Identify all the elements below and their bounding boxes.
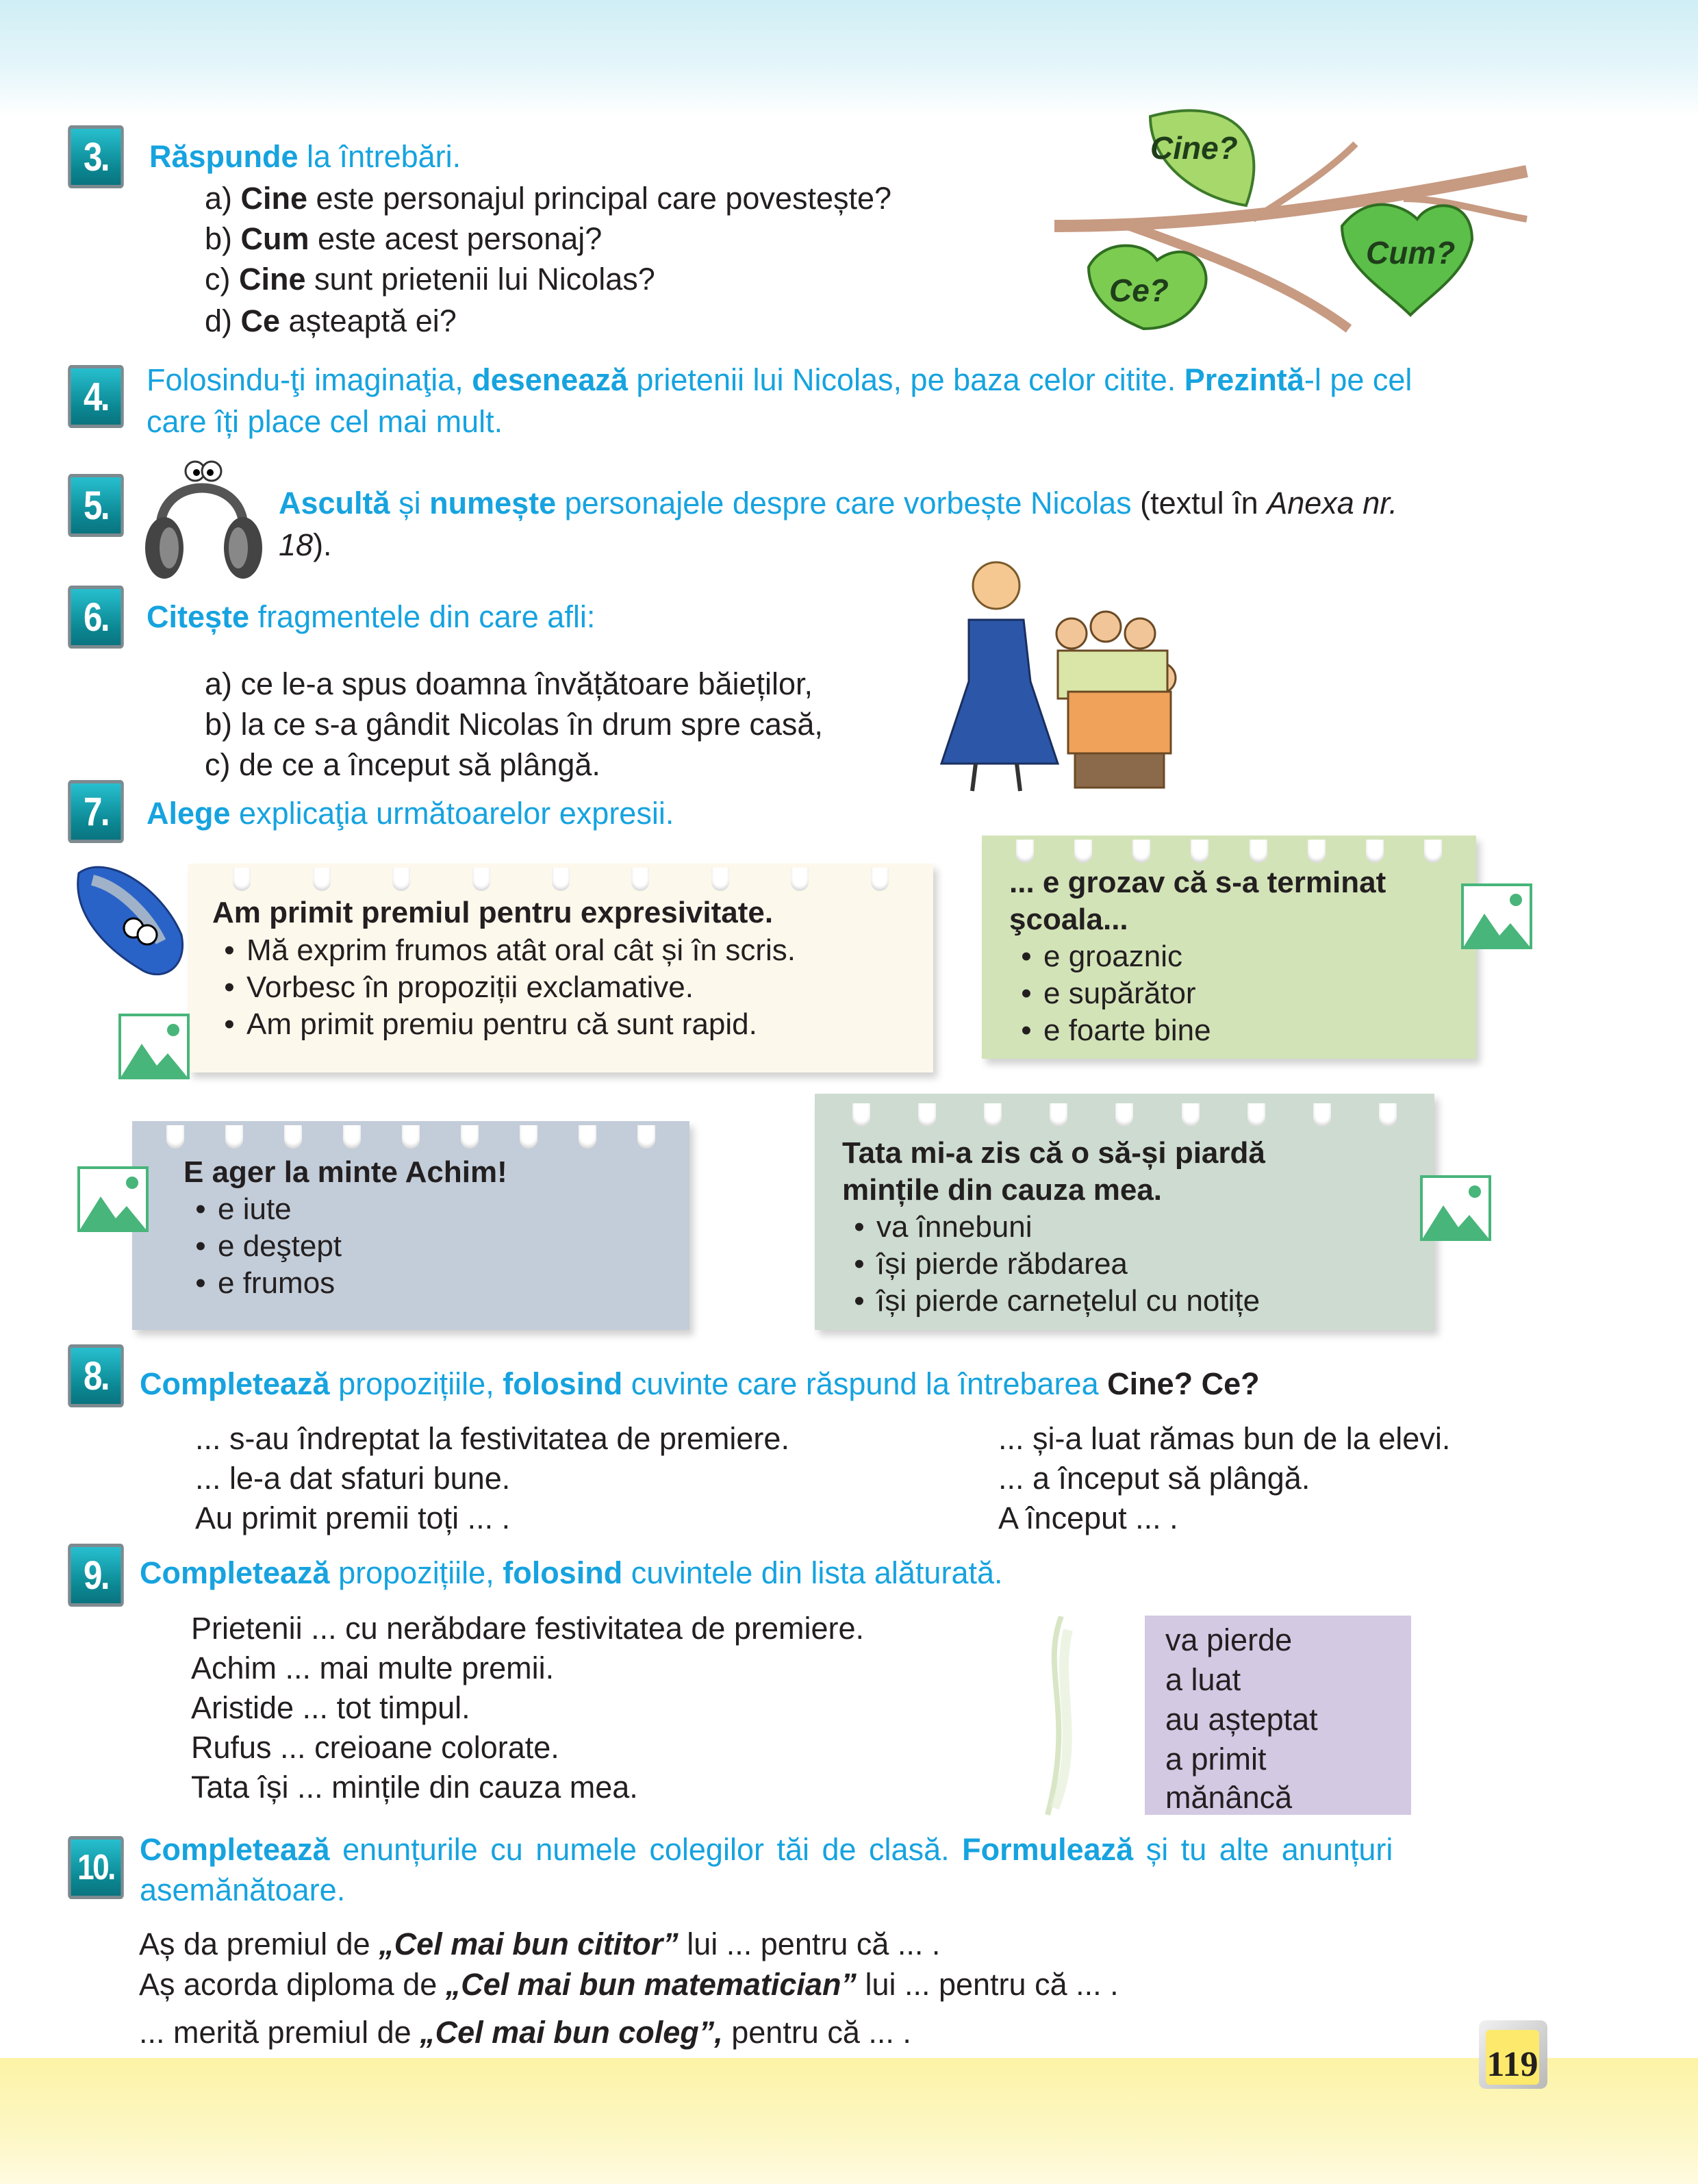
text-segment: Cum [240,221,309,256]
text-segment: cuvinte care răspund la întrebarea [622,1366,1108,1401]
note-option[interactable]: • e supărător [1009,975,1211,1012]
task-10-badge: 10. [68,1836,124,1899]
text-segment: propozițiile, [329,1366,503,1401]
task-8-badge: 8. [68,1344,124,1407]
task-3-question [205,262,655,297]
word-option: a primit [1165,1742,1267,1777]
text-segment: este personajul principal care povestește? [307,181,892,216]
teacher-and-boys-illustration [928,558,1188,798]
text-segment: Completează [140,1832,330,1867]
top-sky-decoration [0,0,1698,116]
page-number: 119 [1486,2030,1539,2085]
note-title: şcoala... [1009,903,1128,936]
note-option[interactable]: • e foarte bine [1009,1012,1211,1049]
task-5-badge: 5. [68,474,124,537]
task-6-item: c) de ce a început să plângă. [205,747,600,782]
text-segment: ). [313,527,332,562]
task-3-question [205,305,457,336]
task-9-sentence: Aristide ... tot timpul. [191,1690,470,1725]
text-segment: b) [205,221,241,256]
word-list-box [1145,1616,1411,1815]
text-segment: desenează [472,362,628,397]
image-placeholder-icon [1461,883,1532,949]
task-9-badge: 9. [68,1544,124,1607]
note-option[interactable]: • își pierde răbdarea [842,1246,1260,1283]
task-8-sentence: A început ... . [998,1501,1178,1535]
expression-note-1 [188,864,933,1072]
task-5-text [279,488,1397,518]
task-8-sentence: ... le-a dat sfaturi bune. [195,1461,511,1496]
text-segment: folosind [503,1366,623,1401]
image-placeholder-icon [77,1166,149,1232]
text-segment: și [390,486,430,520]
expression-note-3 [132,1121,689,1330]
text-segment: personajele despre care vorbește Nicolas [556,486,1141,520]
task-8-heading [140,1368,1260,1399]
task-8-sentence: ... și-a luat rămas bun de la elevi. [998,1421,1451,1456]
text-segment: Alege [147,796,231,831]
leaf-label: Ce? [1109,273,1169,308]
note-option[interactable]: • e groaznic [1009,938,1211,975]
leaf-label: Cine? [1150,130,1238,166]
text-segment: Ce [240,303,281,338]
note-option[interactable]: • e iute [183,1191,342,1228]
text-segment: Anexa nr. [1267,486,1398,520]
text-segment: (textul în [1140,486,1267,520]
text-segment: 18 [279,527,314,562]
text-segment: așteaptă ei? [280,303,457,338]
task-9-heading [140,1557,1003,1588]
note-option[interactable]: • e deştept [183,1228,342,1265]
expression-note-2 [982,836,1476,1059]
text-segment: la întrebări. [298,139,461,174]
note-option[interactable]: • își pierde carnețelul cu notițe [842,1283,1260,1320]
task-10-sentence [139,1926,941,1961]
text-segment: pentru că ... . [722,2015,911,2050]
text-segment: prietenii lui Nicolas, pe baza celor citite. [627,362,1184,397]
text-segment: cuvintele din lista alăturată. [622,1555,1003,1590]
task-10-text [140,1874,345,1905]
note-title: ... e grozav că s-a terminat [1009,866,1386,899]
word-option: va pierde [1165,1622,1293,1657]
task-9-sentence: Achim ... mai multe premii. [191,1650,555,1685]
task-7-badge: 7. [68,780,124,843]
expression-note-4 [815,1094,1434,1330]
text-segment: d) [205,303,241,338]
headphones-icon [140,452,264,589]
text-segment: Completează [140,1366,330,1401]
note-option[interactable]: • Vorbesc în propoziții exclamative. [212,969,796,1006]
text-segment: asemănătoare. [140,1872,346,1907]
word-option: a luat [1165,1662,1241,1697]
note-title: E ager la minte Achim! [183,1155,507,1189]
text-segment: Folosindu-ţi imaginaţia, [147,362,472,397]
note-option[interactable]: • e frumos [183,1265,342,1302]
task-6-heading [147,601,595,632]
text-segment: care îți place cel mai mult. [147,404,503,439]
image-placeholder-icon [118,1014,190,1079]
text-segment: c) [205,262,239,297]
text-segment: explicaţia următoarelor expresii. [230,796,674,831]
text-segment: „Cel mai bun matematician” [445,1967,857,2002]
note-title: Am primit premiul pentru expresivitate. [212,896,774,929]
text-segment: fragmentele din care afli: [249,599,596,634]
text-segment: lui ... pentru că ... . [856,1967,1119,2002]
task-4-text [147,406,503,437]
text-segment: și tu alte anunțuri [1133,1832,1393,1867]
text-segment: propozițiile, [329,1555,503,1590]
text-segment: „Cel mai bun cititor” [379,1926,679,1961]
image-placeholder-icon [1420,1175,1491,1241]
bottom-yellow-band [0,2058,1698,2184]
text-segment: Răspunde [149,139,299,174]
task-9-sentence: Prietenii ... cu nerăbdare festivitatea de premiere. [191,1611,865,1646]
text-segment: Cine [240,181,308,216]
text-segment: „Cel mai bun coleg”, [420,2015,723,2050]
text-segment: este acest personaj? [309,221,603,256]
task-10-text [140,1834,1393,1865]
text-segment: Aș acorda diploma de [139,1967,446,2002]
task-4-badge: 4. [68,365,124,428]
text-segment: Cine? Ce? [1107,1366,1260,1401]
computer-mouse-illustration [65,853,195,990]
leaf-label: Cum? [1366,235,1456,271]
task-9-sentence: Rufus ... creioane colorate. [191,1730,559,1765]
text-segment: Citește [147,599,250,634]
text-segment: ... merită premiul de [139,2015,420,2050]
task-3-question [205,223,602,254]
text-segment: sunt prietenii lui Nicolas? [305,262,655,297]
note-title: mințile din cauza mea. [842,1173,1163,1207]
task-10-sentence [139,2017,911,2048]
text-segment: -l pe cel [1304,362,1412,397]
task-8-sentence: ... s-au îndreptat la festivitatea de premiere. [195,1421,789,1456]
task-3-question [205,183,891,214]
task-5-text [279,529,332,560]
text-segment: Prezintă [1184,362,1304,397]
decorative-wisp [1034,1616,1082,1822]
task-8-sentence: ... a început să plângă. [998,1461,1310,1496]
task-9-sentence: Tata își ... mințile din cauza mea. [191,1770,638,1805]
task-6-badge: 6. [68,586,124,649]
text-segment: Ascultă [279,486,390,520]
task-4-text [147,364,1412,395]
task-6-item: b) la ce s-a gândit Nicolas în drum spre casă, [205,707,823,742]
text-segment: Cine [239,262,306,297]
task-7-heading [147,798,674,829]
note-option[interactable]: • Mă exprim frumos atât oral cât și în scris. [212,932,796,969]
task-8-sentence: Au primit premii toți ... . [195,1501,511,1535]
word-option: au așteptat [1165,1702,1318,1737]
text-segment: folosind [503,1555,623,1590]
task-10-sentence [139,1969,1119,2000]
word-option: mănâncă [1165,1780,1293,1815]
note-title: Tata mi-a zis că o să-și piardă [842,1136,1265,1170]
task-3-badge: 3. [68,125,124,188]
text-segment: Formulează [962,1832,1134,1867]
text-segment: enunțurile cu numele colegilor tăi de clasă. [329,1832,963,1867]
note-option[interactable]: • Am primit premiu pentru că sunt rapid. [212,1006,796,1043]
text-segment: a) [205,181,241,216]
text-segment: Aș da premiul de [139,1926,379,1961]
note-option[interactable]: • va înnebuni [842,1209,1260,1246]
text-segment: lui ... pentru că ... . [678,1926,941,1961]
text-segment: numește [429,486,557,520]
task-6-item: a) ce le-a spus doamna învățătoare băieților, [205,666,813,701]
task-3-heading [149,141,461,172]
text-segment: Completează [140,1555,330,1590]
branch-with-leaves-illustration [1048,103,1541,342]
page-number-tab [1479,2020,1547,2089]
